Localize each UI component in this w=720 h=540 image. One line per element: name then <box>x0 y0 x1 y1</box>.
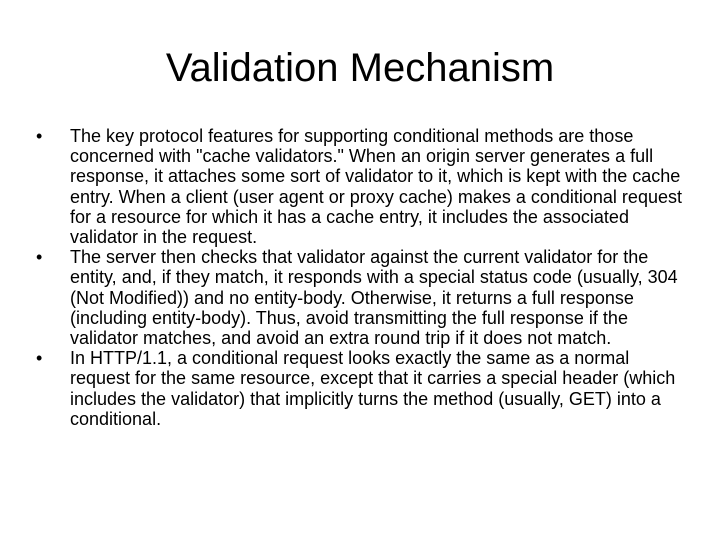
bullet-dot: • <box>36 348 43 369</box>
bullet-dot: • <box>36 126 43 146</box>
bullet-list <box>36 126 686 429</box>
bullet-item <box>36 348 686 429</box>
bullet-text-http11: In HTTP/1.1, a conditional request looks exactly the same as a normal request for the same resource, except that it carries a special header (which includes the validator) that implicitly turns the method (usually, GET) into a conditional. <box>70 348 676 429</box>
bullet-item <box>36 126 686 247</box>
bullet-text-server-check: The server then checks that validator against the current validator for the entity, and, if they match, it responds with a special status code (usually, 304 (Not Modified)) and no entity-body. Otherwise, it returns a full response (including entity-body). Thus, avoid transmitting the full response if the validator matches, and avoid an extra round trip if it does not match. <box>70 247 678 349</box>
bullet-dot: • <box>36 247 43 268</box>
slide-title: Validation Mechanism <box>165 46 555 90</box>
bullet-item <box>36 247 686 348</box>
bullet-text-cache-validators: The key protocol features for supporting conditional methods are those concerned with "cache validators." When an origin server generates a full response, it attaches some sort of validator to it, which is kept with the cache entry. When a client (user agent or proxy cache) makes a conditional request for a resource for which it has a cache entry, it includes the associated validator in the request. <box>70 126 682 248</box>
